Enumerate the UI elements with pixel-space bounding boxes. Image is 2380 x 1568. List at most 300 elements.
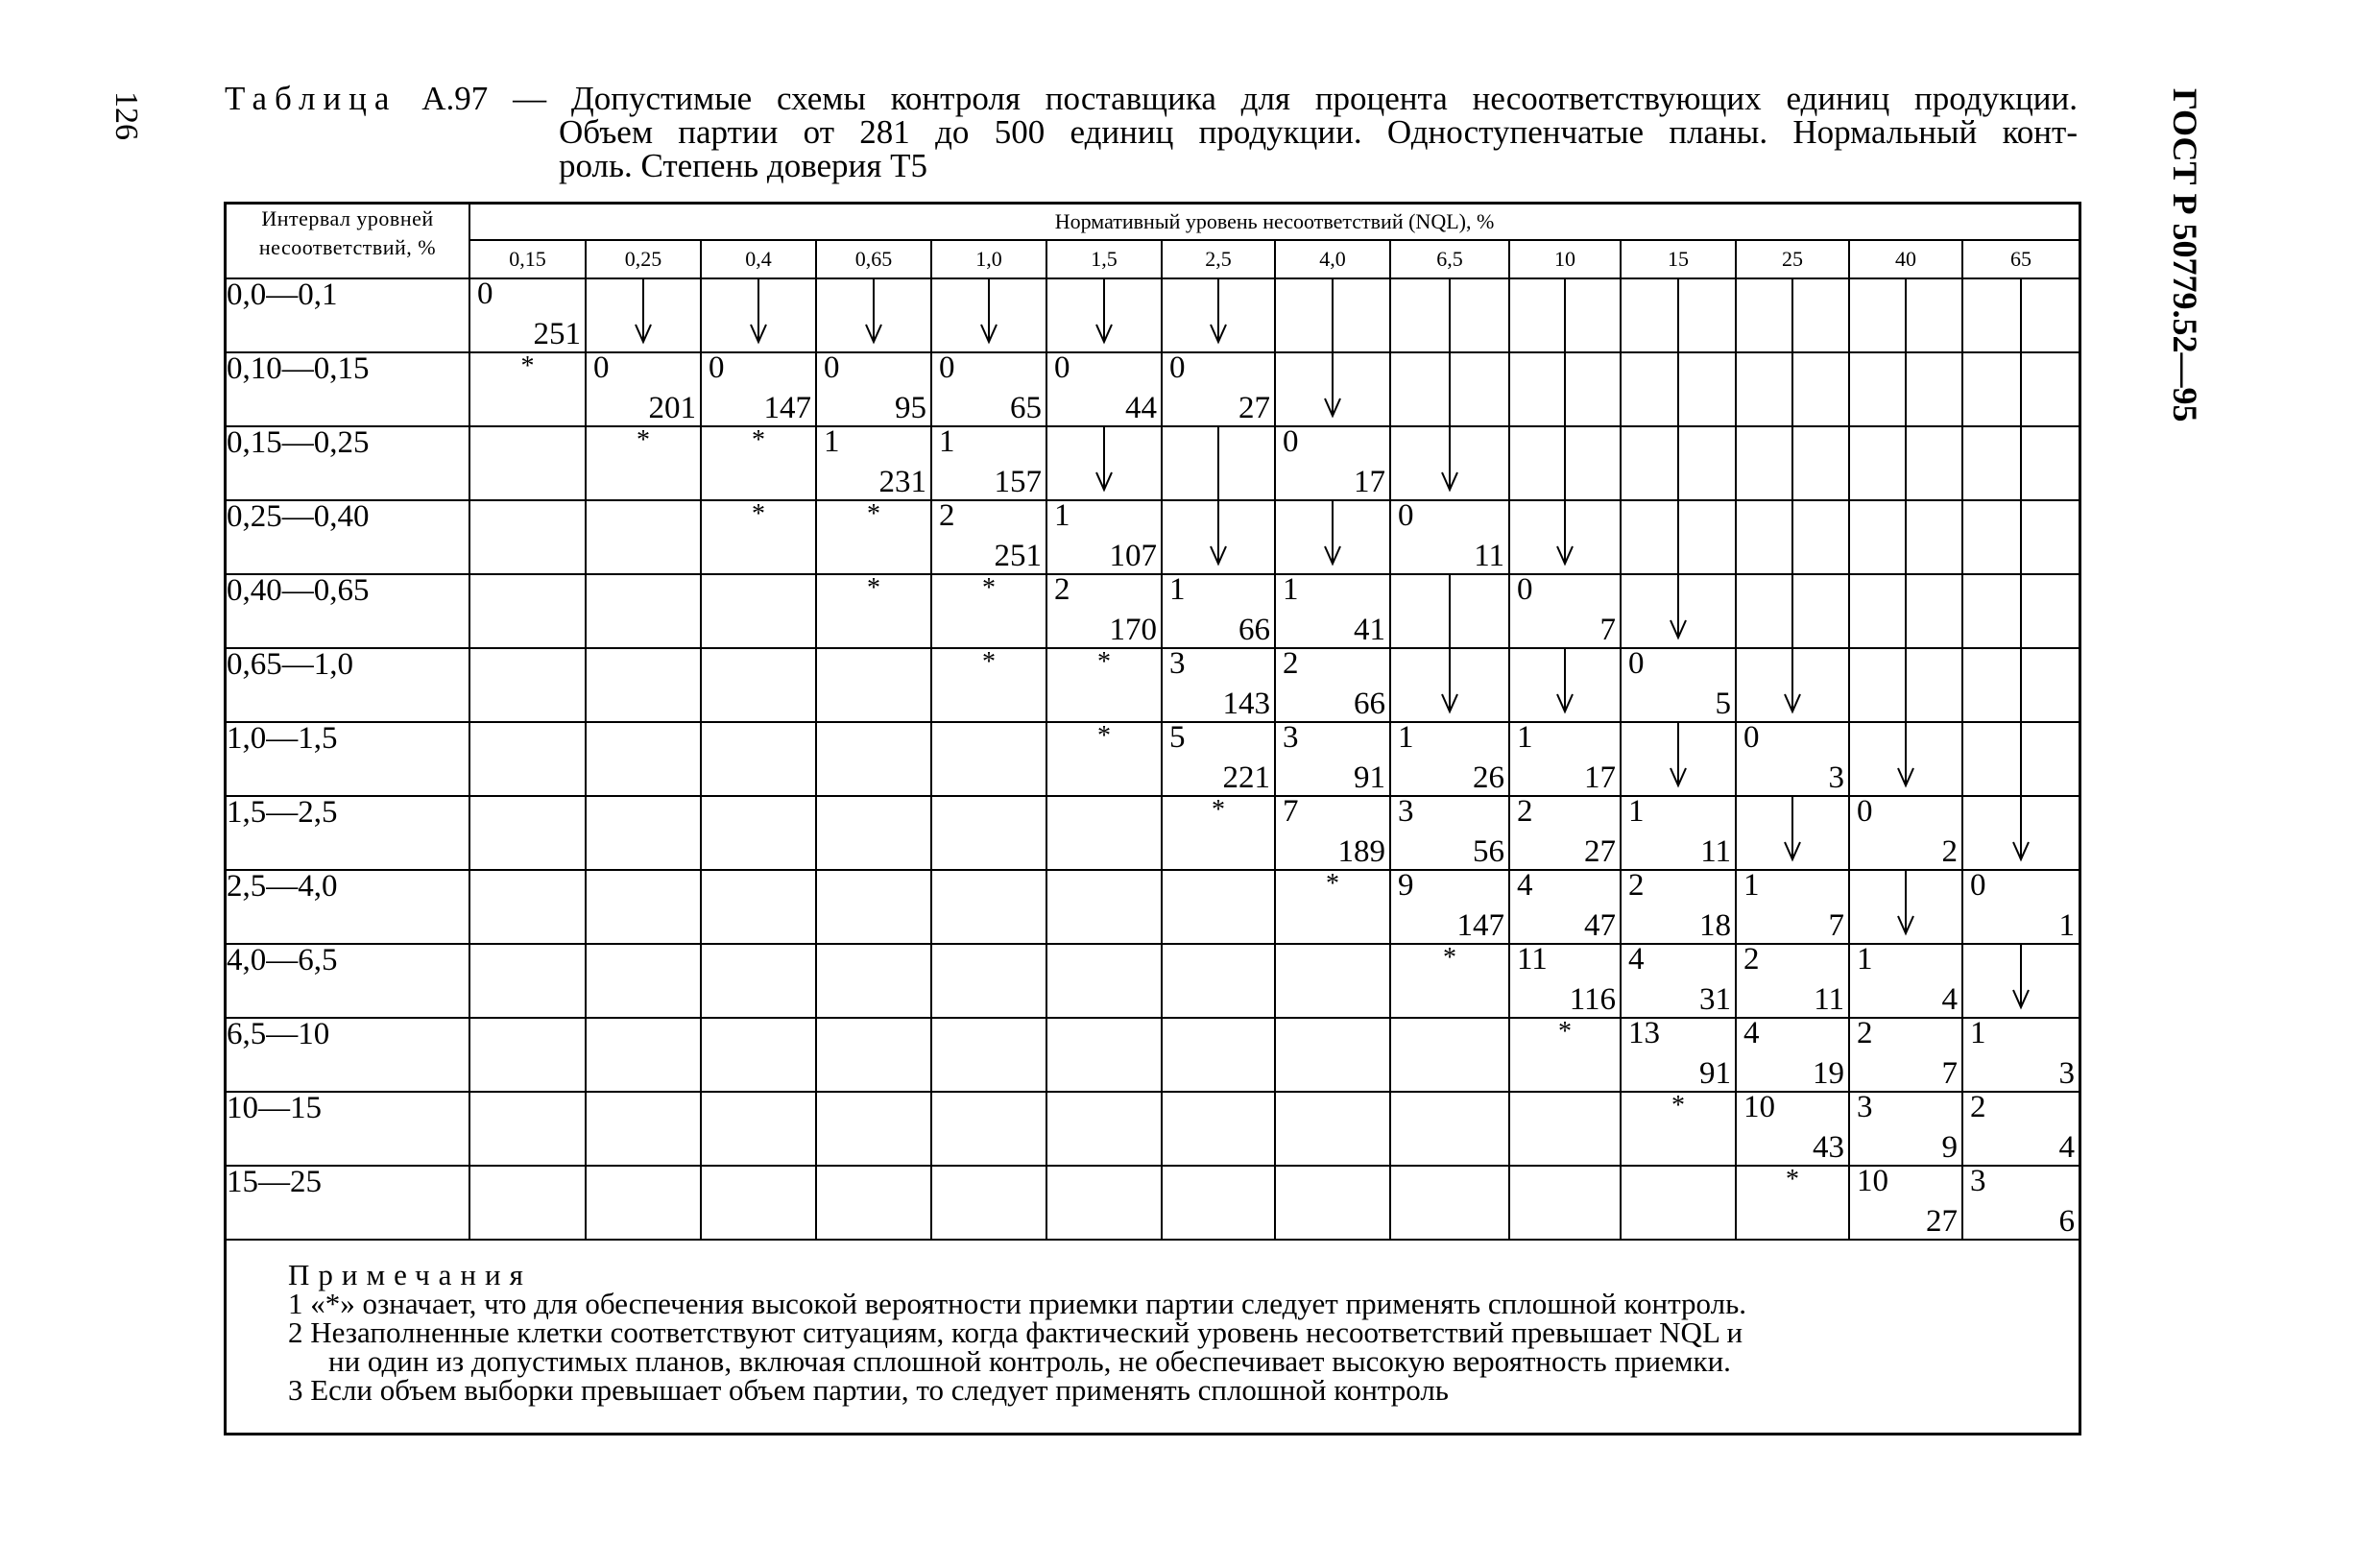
arrow-cell (1962, 574, 2079, 648)
column-header: 10 (1509, 240, 1621, 278)
asterisk-mark: * (520, 351, 535, 381)
plan-cell (1849, 1166, 1962, 1240)
empty-cell (469, 722, 586, 796)
arrow-down-icon (1163, 279, 1274, 351)
table-row (227, 722, 2079, 796)
row-label: 0,10—0,15 (227, 352, 469, 426)
caption-line-2: Объем партии от 281 до 500 единиц продукции. Одноступенчатые планы. Нормальный конт- (559, 113, 2078, 151)
arrow-cell (1162, 500, 1275, 574)
empty-cell (701, 1166, 816, 1240)
sample-size: 221 (1222, 760, 1270, 795)
plan-cell (1849, 1018, 1962, 1092)
empty-cell (1390, 1166, 1509, 1240)
arrow-cell (1162, 278, 1275, 352)
row-label: 0,15—0,25 (227, 426, 469, 500)
empty-cell (469, 1092, 586, 1166)
empty-cell (1509, 1166, 1621, 1240)
empty-cell (586, 1018, 701, 1092)
arrow-cell (1621, 426, 1736, 500)
arrow-down-icon (932, 279, 1046, 351)
plan-cell (1275, 426, 1390, 500)
sample-size: 66 (1354, 687, 1385, 721)
empty-cell (816, 870, 931, 944)
arrow-line-icon (1510, 427, 1620, 499)
arrow-cell (1275, 278, 1390, 352)
caption-line-3: роль. Степень доверия Т5 (559, 147, 928, 184)
arrow-down-icon (1276, 501, 1389, 573)
plan-cell (1962, 870, 2079, 944)
empty-cell (469, 426, 586, 500)
empty-cell (1046, 796, 1162, 870)
empty-cell (701, 944, 816, 1018)
sample-size: 7 (1828, 908, 1844, 943)
sampling-plans-table (227, 205, 2079, 1241)
arrow-down-icon (1963, 945, 2079, 1017)
arrow-cell (1736, 278, 1849, 352)
sample-size: 11 (1814, 982, 1844, 1017)
arrow-line-icon (1391, 575, 1508, 647)
sample-size: 2 (1941, 834, 1958, 869)
arrow-down-icon (702, 279, 815, 351)
acceptance-number: 7 (1283, 794, 1299, 829)
acceptance-number: 1 (824, 424, 840, 459)
acceptance-number: 0 (824, 350, 840, 385)
arrow-down-icon (1510, 649, 1620, 721)
arrow-cell (1390, 648, 1509, 722)
arrow-cell (1962, 500, 2079, 574)
asterisk-mark: * (752, 425, 765, 455)
empty-cell (586, 1166, 701, 1240)
sample-size: 1 (2058, 908, 2076, 943)
acceptance-number: 4 (1517, 868, 1533, 903)
empty-cell (1162, 1166, 1275, 1240)
sample-size: 189 (1337, 834, 1385, 869)
full-inspection-cell (1390, 944, 1509, 1018)
full-inspection-cell (1509, 1018, 1621, 1092)
sample-size: 27 (1238, 391, 1270, 425)
empty-cell (701, 1092, 816, 1166)
arrow-cell (1849, 648, 1962, 722)
full-inspection-cell (1736, 1166, 1849, 1240)
plan-cell (1390, 870, 1509, 944)
sample-size: 44 (1125, 391, 1157, 425)
arrow-cell (1621, 278, 1736, 352)
empty-cell (931, 1166, 1046, 1240)
acceptance-number: 1 (1398, 720, 1414, 755)
table-row (227, 278, 2079, 352)
sample-size: 27 (1926, 1204, 1958, 1239)
empty-cell (1046, 1166, 1162, 1240)
notes-heading: Примечания (288, 1258, 532, 1291)
arrow-cell (1849, 574, 1962, 648)
arrow-cell (1046, 278, 1162, 352)
arrow-line-icon (1963, 575, 2079, 647)
arrow-line-icon (1622, 427, 1735, 499)
sample-size: 107 (1109, 539, 1157, 573)
arrow-cell (1962, 944, 2079, 1018)
arrow-line-icon (1391, 353, 1508, 425)
plan-cell (1509, 944, 1621, 1018)
arrow-down-icon (1391, 649, 1508, 721)
page-number: 126 (108, 91, 144, 140)
plan-cell (586, 352, 701, 426)
arrow-cell (1962, 722, 2079, 796)
row-label: 2,5—4,0 (227, 870, 469, 944)
sample-size: 6 (2058, 1204, 2076, 1239)
sample-size: 11 (1474, 539, 1504, 573)
plan-cell (1162, 352, 1275, 426)
asterisk-mark: * (1671, 1091, 1685, 1121)
plan-cell (1046, 352, 1162, 426)
empty-cell (469, 1166, 586, 1240)
arrow-cell (1736, 648, 1849, 722)
arrow-cell (1275, 500, 1390, 574)
row-label: 0,40—0,65 (227, 574, 469, 648)
acceptance-number: 0 (709, 350, 725, 385)
sample-size: 147 (763, 391, 811, 425)
table-row (227, 574, 2079, 648)
empty-cell (586, 722, 701, 796)
sample-size: 43 (1813, 1130, 1844, 1165)
empty-cell (1046, 870, 1162, 944)
plan-cell (1962, 1018, 2079, 1092)
notes (288, 1258, 2064, 1407)
sample-size: 3 (2058, 1056, 2076, 1091)
table-row (227, 944, 2079, 1018)
row-label: 6,5—10 (227, 1018, 469, 1092)
arrow-cell (1162, 426, 1275, 500)
sample-size: 19 (1813, 1056, 1844, 1091)
arrow-line-icon (1391, 279, 1508, 351)
empty-cell (469, 648, 586, 722)
arrow-cell (1962, 278, 2079, 352)
empty-cell (1390, 1092, 1509, 1166)
asterisk-mark: * (1786, 1165, 1799, 1194)
acceptance-number: 11 (1517, 942, 1548, 977)
sample-size: 7 (1599, 613, 1616, 647)
arrow-line-icon (1737, 575, 1848, 647)
empty-cell (816, 722, 931, 796)
arrow-line-icon (1622, 279, 1735, 351)
plan-cell (1275, 722, 1390, 796)
arrow-line-icon (1510, 279, 1620, 351)
plan-cell (1509, 722, 1621, 796)
arrow-line-icon (1850, 501, 1961, 573)
arrow-cell (1509, 648, 1621, 722)
empty-cell (586, 870, 701, 944)
plan-cell (1509, 870, 1621, 944)
arrow-cell (1849, 500, 1962, 574)
plan-cell (1849, 1092, 1962, 1166)
sample-size: 7 (1941, 1056, 1958, 1091)
arrow-cell (1509, 278, 1621, 352)
arrow-cell (1849, 352, 1962, 426)
arrow-down-icon (1963, 797, 2079, 869)
sample-size: 251 (994, 539, 1042, 573)
empty-cell (816, 944, 931, 1018)
arrow-cell (1390, 426, 1509, 500)
full-inspection-cell (586, 426, 701, 500)
column-header: 0,65 (816, 240, 931, 278)
plan-cell (1275, 648, 1390, 722)
full-inspection-cell (1162, 796, 1275, 870)
acceptance-number: 2 (1283, 646, 1299, 681)
empty-cell (1046, 1092, 1162, 1166)
arrow-down-icon (1737, 649, 1848, 721)
empty-cell (701, 722, 816, 796)
plan-cell (1621, 944, 1736, 1018)
table-row (227, 796, 2079, 870)
table-row (227, 352, 2079, 426)
arrow-cell (1046, 426, 1162, 500)
acceptance-number: 3 (1398, 794, 1414, 829)
plan-cell (1390, 796, 1509, 870)
empty-cell (1275, 1018, 1390, 1092)
arrow-down-icon (1850, 723, 1961, 795)
empty-cell (586, 1092, 701, 1166)
empty-cell (469, 500, 586, 574)
plan-cell (1621, 1018, 1736, 1092)
full-inspection-cell (931, 648, 1046, 722)
table-row (227, 870, 2079, 944)
sample-size: 5 (1715, 687, 1731, 721)
empty-cell (1162, 1018, 1275, 1092)
row-label: 15—25 (227, 1166, 469, 1240)
plan-cell (1509, 574, 1621, 648)
acceptance-number: 2 (1517, 794, 1533, 829)
table-row (227, 426, 2079, 500)
arrow-line-icon (1850, 353, 1961, 425)
arrow-line-icon (1163, 427, 1274, 499)
empty-cell (1275, 1166, 1390, 1240)
acceptance-number: 1 (1743, 868, 1760, 903)
empty-cell (1621, 1166, 1736, 1240)
arrow-cell (1962, 352, 2079, 426)
arrow-cell (1621, 574, 1736, 648)
plan-cell (1962, 1092, 2079, 1166)
row-label: 0,25—0,40 (227, 500, 469, 574)
acceptance-number: 0 (939, 350, 955, 385)
acceptance-number: 0 (1970, 868, 1986, 903)
full-inspection-cell (1621, 1092, 1736, 1166)
table-row (227, 1166, 2079, 1240)
acceptance-number: 3 (1169, 646, 1186, 681)
column-header: 25 (1736, 240, 1849, 278)
empty-cell (931, 1018, 1046, 1092)
empty-cell (931, 722, 1046, 796)
sample-size: 56 (1473, 834, 1504, 869)
acceptance-number: 2 (1628, 868, 1645, 903)
empty-cell (1275, 1092, 1390, 1166)
plan-cell (1275, 796, 1390, 870)
table-row (227, 648, 2079, 722)
arrow-cell (1849, 870, 1962, 944)
acceptance-number: 1 (1857, 942, 1873, 977)
acceptance-number: 2 (1857, 1016, 1873, 1050)
full-inspection-cell (701, 426, 816, 500)
plan-cell (816, 352, 931, 426)
column-header: 2,5 (1162, 240, 1275, 278)
asterisk-mark: * (982, 647, 996, 677)
empty-cell (816, 1166, 931, 1240)
arrow-cell (1849, 278, 1962, 352)
plan-cell (931, 500, 1046, 574)
arrow-cell (1736, 796, 1849, 870)
note-2: 2 Незаполненные клетки соответствуют ситуациям, когда фактический уровень несоответствий превышает NQL и (288, 1315, 1743, 1349)
sample-size: 147 (1456, 908, 1504, 943)
acceptance-number: 1 (1054, 498, 1070, 533)
asterisk-mark: * (1558, 1017, 1572, 1047)
asterisk-mark: * (1443, 943, 1456, 973)
sample-size: 9 (1941, 1130, 1958, 1165)
empty-cell (1046, 1018, 1162, 1092)
arrow-cell (1621, 722, 1736, 796)
empty-cell (701, 648, 816, 722)
row-label: 1,5—2,5 (227, 796, 469, 870)
full-inspection-cell (1046, 722, 1162, 796)
empty-cell (586, 944, 701, 1018)
column-header: 4,0 (1275, 240, 1390, 278)
plan-cell (1849, 796, 1962, 870)
arrow-line-icon (1737, 427, 1848, 499)
arrow-cell (1390, 278, 1509, 352)
empty-cell (701, 870, 816, 944)
empty-cell (701, 574, 816, 648)
acceptance-number: 4 (1743, 1016, 1760, 1050)
sample-size: 47 (1584, 908, 1616, 943)
asterisk-mark: * (1097, 647, 1111, 677)
empty-cell (1509, 1092, 1621, 1166)
row-label: 1,0—1,5 (227, 722, 469, 796)
acceptance-number: 1 (939, 424, 955, 459)
empty-cell (1162, 1092, 1275, 1166)
arrow-cell (586, 278, 701, 352)
empty-cell (816, 648, 931, 722)
plan-cell (1962, 1166, 2079, 1240)
empty-cell (469, 574, 586, 648)
sample-size: 157 (994, 465, 1042, 499)
arrow-cell (1509, 426, 1621, 500)
arrow-cell (1736, 426, 1849, 500)
empty-cell (931, 1092, 1046, 1166)
empty-cell (469, 796, 586, 870)
full-inspection-cell (701, 500, 816, 574)
arrow-down-icon (1163, 501, 1274, 573)
asterisk-mark: * (752, 499, 765, 529)
full-inspection-cell (816, 500, 931, 574)
arrow-line-icon (1276, 279, 1389, 351)
arrow-cell (701, 278, 816, 352)
acceptance-number: 4 (1628, 942, 1645, 977)
sample-size: 143 (1222, 687, 1270, 721)
column-header: 0,25 (586, 240, 701, 278)
arrow-line-icon (1850, 649, 1961, 721)
plan-cell (1390, 722, 1509, 796)
sample-size: 41 (1354, 613, 1385, 647)
acceptance-number: 2 (939, 498, 955, 533)
arrow-line-icon (1622, 353, 1735, 425)
arrow-cell (1962, 426, 2079, 500)
arrow-down-icon (1047, 427, 1161, 499)
arrow-cell (1509, 500, 1621, 574)
asterisk-mark: * (1326, 869, 1339, 899)
sample-size: 170 (1109, 613, 1157, 647)
table-row (227, 1092, 2079, 1166)
arrow-down-icon (1737, 797, 1848, 869)
arrow-down-icon (1850, 871, 1961, 943)
acceptance-number: 1 (1970, 1016, 1986, 1050)
arrow-line-icon (1850, 575, 1961, 647)
asterisk-mark: * (1097, 721, 1111, 751)
full-inspection-cell (1275, 870, 1390, 944)
acceptance-number: 2 (1054, 572, 1070, 607)
arrow-down-icon (1391, 427, 1508, 499)
arrow-line-icon (1963, 353, 2079, 425)
sample-size: 231 (878, 465, 926, 499)
acceptance-number: 2 (1970, 1090, 1986, 1124)
column-header: 40 (1849, 240, 1962, 278)
column-header: 1,0 (931, 240, 1046, 278)
sample-size: 95 (895, 391, 926, 425)
arrow-down-icon (1622, 575, 1735, 647)
arrow-down-icon (817, 279, 930, 351)
arrow-down-icon (1047, 279, 1161, 351)
empty-cell (701, 1018, 816, 1092)
sample-size: 91 (1699, 1056, 1731, 1091)
arrow-line-icon (1737, 501, 1848, 573)
full-inspection-cell (469, 352, 586, 426)
asterisk-mark: * (982, 573, 996, 603)
empty-cell (586, 574, 701, 648)
acceptance-number: 10 (1857, 1164, 1888, 1198)
arrow-line-icon (1963, 501, 2079, 573)
acceptance-number: 0 (1283, 424, 1299, 459)
column-header: 1,5 (1046, 240, 1162, 278)
plan-cell (816, 426, 931, 500)
table-row (227, 500, 2079, 574)
sample-size: 4 (1941, 982, 1958, 1017)
arrow-cell (1736, 500, 1849, 574)
sample-size: 65 (1010, 391, 1042, 425)
plan-cell (1046, 574, 1162, 648)
empty-cell (586, 648, 701, 722)
acceptance-number: 3 (1857, 1090, 1873, 1124)
plan-cell (931, 352, 1046, 426)
empty-cell (586, 796, 701, 870)
empty-cell (701, 796, 816, 870)
sample-size: 31 (1699, 982, 1731, 1017)
column-group-header: Нормативный уровень несоответствий (NQL), % (469, 205, 2079, 240)
acceptance-number: 0 (477, 277, 493, 311)
arrow-down-icon (1510, 501, 1620, 573)
plan-cell (469, 278, 586, 352)
row-label: 4,0—6,5 (227, 944, 469, 1018)
sample-size: 116 (1569, 982, 1616, 1017)
arrow-cell (1736, 574, 1849, 648)
sample-size: 4 (2058, 1130, 2076, 1165)
empty-cell (1162, 944, 1275, 1018)
arrow-cell (1736, 352, 1849, 426)
arrow-cell (1621, 352, 1736, 426)
column-header: 15 (1621, 240, 1736, 278)
plan-cell (1736, 870, 1849, 944)
plan-cell (1736, 1018, 1849, 1092)
empty-cell (816, 1018, 931, 1092)
acceptance-number: 0 (1517, 572, 1533, 607)
arrow-down-icon (587, 279, 700, 351)
arrow-line-icon (1737, 353, 1848, 425)
column-header: 0,15 (469, 240, 586, 278)
